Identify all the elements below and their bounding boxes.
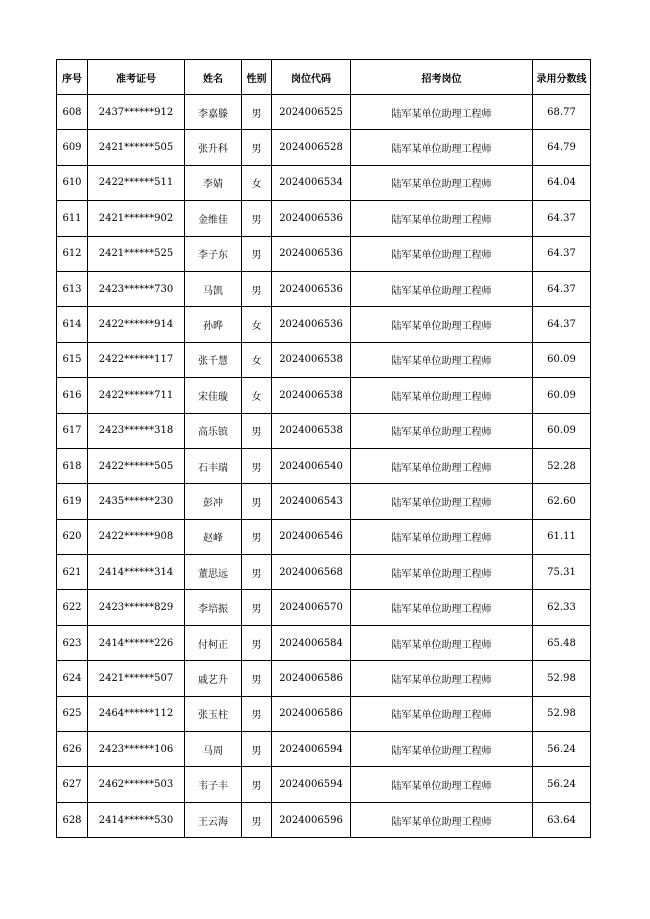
seq-cell: 612 <box>57 236 88 271</box>
table-row <box>57 625 591 660</box>
post-code-cell: 2024006536 <box>272 201 351 236</box>
cutoff-score-cell: 75.31 <box>533 555 591 590</box>
table-row <box>57 661 591 696</box>
post-cell: 陆军某单位助理工程师 <box>351 95 533 130</box>
name-cell: 彭冲 <box>185 484 242 519</box>
seq-cell: 622 <box>57 590 88 625</box>
post-code-cell: 2024006536 <box>272 307 351 342</box>
post-cell: 陆军某单位助理工程师 <box>351 342 533 377</box>
cutoff-score-cell: 64.37 <box>533 201 591 236</box>
gender-cell: 男 <box>242 696 272 731</box>
header-row <box>57 60 591 95</box>
cutoff-score-cell: 62.33 <box>533 590 591 625</box>
post-code-cell: 2024006534 <box>272 165 351 200</box>
post-cell: 陆军某单位助理工程师 <box>351 625 533 660</box>
seq-cell: 614 <box>57 307 88 342</box>
name-cell: 张千慧 <box>185 342 242 377</box>
post-cell: 陆军某单位助理工程师 <box>351 767 533 802</box>
seq-cell: 624 <box>57 661 88 696</box>
table-row <box>57 590 591 625</box>
table-row <box>57 130 591 165</box>
cutoff-score-cell: 61.11 <box>533 519 591 554</box>
post-code-cell: 2024006546 <box>272 519 351 554</box>
post-code-cell: 2024006543 <box>272 484 351 519</box>
name-cell: 宋佳璇 <box>185 378 242 413</box>
post-cell: 陆军某单位助理工程师 <box>351 271 533 306</box>
gender-cell: 男 <box>242 732 272 767</box>
exam-id-cell: 2422******711 <box>88 378 185 413</box>
post-cell: 陆军某单位助理工程师 <box>351 201 533 236</box>
name-cell: 付柯正 <box>185 625 242 660</box>
cutoff-score-cell: 64.37 <box>533 307 591 342</box>
exam-id-cell: 2421******525 <box>88 236 185 271</box>
name-cell: 李婧 <box>185 165 242 200</box>
post-code-cell: 2024006570 <box>272 590 351 625</box>
seq-cell: 619 <box>57 484 88 519</box>
post-cell: 陆军某单位助理工程师 <box>351 130 533 165</box>
exam-id-cell: 2421******505 <box>88 130 185 165</box>
post-code-cell: 2024006540 <box>272 448 351 483</box>
exam-id-cell: 2423******829 <box>88 590 185 625</box>
post-code-cell: 2024006584 <box>272 625 351 660</box>
gender-cell: 男 <box>242 484 272 519</box>
table-row <box>57 448 591 483</box>
cutoff-score-cell: 64.37 <box>533 236 591 271</box>
cutoff-score-cell: 64.37 <box>533 271 591 306</box>
gender-cell: 男 <box>242 271 272 306</box>
seq-cell: 617 <box>57 413 88 448</box>
gender-cell: 男 <box>242 555 272 590</box>
exam-id-cell: 2423******318 <box>88 413 185 448</box>
gender-cell: 男 <box>242 95 272 130</box>
header-cutoff-score: 录用分数线 <box>533 60 591 95</box>
gender-cell: 女 <box>242 165 272 200</box>
gender-cell: 男 <box>242 201 272 236</box>
header-post: 招考岗位 <box>351 60 533 95</box>
post-code-cell: 2024006538 <box>272 378 351 413</box>
gender-cell: 男 <box>242 625 272 660</box>
exam-id-cell: 2422******117 <box>88 342 185 377</box>
name-cell: 张玉柱 <box>185 696 242 731</box>
seq-cell: 616 <box>57 378 88 413</box>
cutoff-score-cell: 56.24 <box>533 732 591 767</box>
post-code-cell: 2024006528 <box>272 130 351 165</box>
header-name: 姓名 <box>185 60 242 95</box>
gender-cell: 男 <box>242 802 272 837</box>
name-cell: 金维佳 <box>185 201 242 236</box>
table-row <box>57 767 591 802</box>
exam-id-cell: 2421******507 <box>88 661 185 696</box>
seq-cell: 625 <box>57 696 88 731</box>
gender-cell: 男 <box>242 130 272 165</box>
name-cell: 张升科 <box>185 130 242 165</box>
post-cell: 陆军某单位助理工程师 <box>351 413 533 448</box>
post-cell: 陆军某单位助理工程师 <box>351 696 533 731</box>
cutoff-score-cell: 63.64 <box>533 802 591 837</box>
name-cell: 董思远 <box>185 555 242 590</box>
gender-cell: 男 <box>242 767 272 802</box>
header-gender: 性别 <box>242 60 272 95</box>
post-code-cell: 2024006568 <box>272 555 351 590</box>
seq-cell: 609 <box>57 130 88 165</box>
name-cell: 李嘉滕 <box>185 95 242 130</box>
seq-cell: 626 <box>57 732 88 767</box>
seq-cell: 621 <box>57 555 88 590</box>
table-row <box>57 342 591 377</box>
gender-cell: 男 <box>242 519 272 554</box>
seq-cell: 615 <box>57 342 88 377</box>
header-post-code: 岗位代码 <box>272 60 351 95</box>
seq-cell: 618 <box>57 448 88 483</box>
gender-cell: 女 <box>242 342 272 377</box>
exam-id-cell: 2462******503 <box>88 767 185 802</box>
gender-cell: 男 <box>242 661 272 696</box>
gender-cell: 女 <box>242 378 272 413</box>
seq-cell: 613 <box>57 271 88 306</box>
cutoff-score-cell: 60.09 <box>533 378 591 413</box>
gender-cell: 女 <box>242 307 272 342</box>
table-row <box>57 413 591 448</box>
name-cell: 石丰瑞 <box>185 448 242 483</box>
name-cell: 戚艺升 <box>185 661 242 696</box>
seq-cell: 620 <box>57 519 88 554</box>
post-cell: 陆军某单位助理工程师 <box>351 307 533 342</box>
seq-cell: 628 <box>57 802 88 837</box>
header-seq: 序号 <box>57 60 88 95</box>
post-code-cell: 2024006586 <box>272 696 351 731</box>
table-row <box>57 201 591 236</box>
post-cell: 陆军某单位助理工程师 <box>351 484 533 519</box>
name-cell: 赵峰 <box>185 519 242 554</box>
exam-id-cell: 2422******511 <box>88 165 185 200</box>
post-code-cell: 2024006538 <box>272 342 351 377</box>
exam-id-cell: 2435******230 <box>88 484 185 519</box>
table-row <box>57 732 591 767</box>
exam-id-cell: 2423******730 <box>88 271 185 306</box>
exam-id-cell: 2422******914 <box>88 307 185 342</box>
table-row <box>57 378 591 413</box>
post-code-cell: 2024006525 <box>272 95 351 130</box>
table-row <box>57 484 591 519</box>
post-code-cell: 2024006586 <box>272 661 351 696</box>
cutoff-score-cell: 60.09 <box>533 413 591 448</box>
post-code-cell: 2024006594 <box>272 767 351 802</box>
gender-cell: 男 <box>242 448 272 483</box>
post-code-cell: 2024006538 <box>272 413 351 448</box>
cutoff-score-cell: 62.60 <box>533 484 591 519</box>
exam-id-cell: 2414******530 <box>88 802 185 837</box>
name-cell: 李子东 <box>185 236 242 271</box>
table-row <box>57 555 591 590</box>
name-cell: 李培振 <box>185 590 242 625</box>
cutoff-score-cell: 56.24 <box>533 767 591 802</box>
cutoff-score-cell: 68.77 <box>533 95 591 130</box>
post-cell: 陆军某单位助理工程师 <box>351 448 533 483</box>
post-cell: 陆军某单位助理工程师 <box>351 732 533 767</box>
table-row <box>57 236 591 271</box>
post-code-cell: 2024006536 <box>272 236 351 271</box>
table-row <box>57 95 591 130</box>
post-cell: 陆军某单位助理工程师 <box>351 590 533 625</box>
post-cell: 陆军某单位助理工程师 <box>351 378 533 413</box>
seq-cell: 623 <box>57 625 88 660</box>
table-row <box>57 696 591 731</box>
name-cell: 王云海 <box>185 802 242 837</box>
seq-cell: 608 <box>57 95 88 130</box>
name-cell: 孙晔 <box>185 307 242 342</box>
exam-id-cell: 2422******505 <box>88 448 185 483</box>
exam-id-cell: 2422******908 <box>88 519 185 554</box>
seq-cell: 610 <box>57 165 88 200</box>
post-cell: 陆军某单位助理工程师 <box>351 555 533 590</box>
post-code-cell: 2024006596 <box>272 802 351 837</box>
table-row <box>57 519 591 554</box>
post-cell: 陆军某单位助理工程师 <box>351 236 533 271</box>
post-code-cell: 2024006536 <box>272 271 351 306</box>
table-row <box>57 271 591 306</box>
name-cell: 马周 <box>185 732 242 767</box>
name-cell: 马凯 <box>185 271 242 306</box>
seq-cell: 611 <box>57 201 88 236</box>
post-cell: 陆军某单位助理工程师 <box>351 519 533 554</box>
header-exam-id: 准考证号 <box>88 60 185 95</box>
post-cell: 陆军某单位助理工程师 <box>351 661 533 696</box>
seq-cell: 627 <box>57 767 88 802</box>
cutoff-score-cell: 64.04 <box>533 165 591 200</box>
exam-id-cell: 2414******226 <box>88 625 185 660</box>
cutoff-score-cell: 52.98 <box>533 661 591 696</box>
exam-id-cell: 2423******106 <box>88 732 185 767</box>
cutoff-score-cell: 52.28 <box>533 448 591 483</box>
exam-id-cell: 2437******912 <box>88 95 185 130</box>
cutoff-score-cell: 60.09 <box>533 342 591 377</box>
table-row <box>57 307 591 342</box>
name-cell: 韦子丰 <box>185 767 242 802</box>
table-row <box>57 165 591 200</box>
exam-id-cell: 2464******112 <box>88 696 185 731</box>
gender-cell: 男 <box>242 413 272 448</box>
table-row <box>57 802 591 837</box>
post-code-cell: 2024006594 <box>272 732 351 767</box>
gender-cell: 男 <box>242 236 272 271</box>
cutoff-score-cell: 65.48 <box>533 625 591 660</box>
cutoff-score-cell: 52.98 <box>533 696 591 731</box>
gender-cell: 男 <box>242 590 272 625</box>
post-cell: 陆军某单位助理工程师 <box>351 802 533 837</box>
table-body <box>57 95 591 838</box>
exam-id-cell: 2414******314 <box>88 555 185 590</box>
name-cell: 高乐镔 <box>185 413 242 448</box>
post-cell: 陆军某单位助理工程师 <box>351 165 533 200</box>
exam-id-cell: 2421******902 <box>88 201 185 236</box>
admission-table <box>56 59 591 838</box>
cutoff-score-cell: 64.79 <box>533 130 591 165</box>
